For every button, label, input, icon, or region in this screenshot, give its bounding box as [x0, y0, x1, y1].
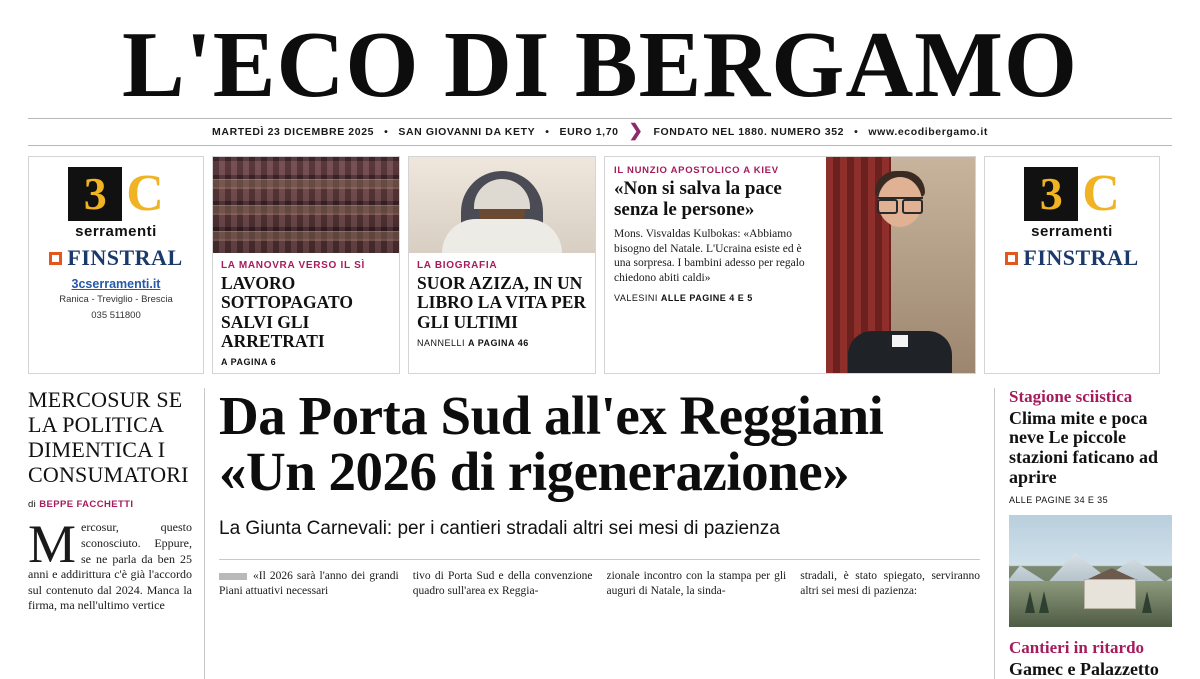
photo-clerical-collar-shape — [892, 335, 908, 347]
advertiser-cities: Ranica - Treviglio - Brescia — [59, 294, 173, 305]
teaser-card-biografia[interactable] — [408, 156, 596, 374]
lead-story — [219, 385, 994, 679]
teaser-body — [605, 157, 826, 373]
founded-note: FONDATO NEL 1880. NUMERO 352 — [653, 126, 845, 138]
teaser-kicker: IL NUNZIO APOSTOLICO A KIEV — [614, 165, 779, 176]
partner-logo-right — [991, 245, 1153, 271]
bullet-separator-3: • — [854, 126, 859, 138]
lead-body-column: «Il 2026 sarà l'anno dei grandi Piani attuativi necessari — [219, 569, 399, 597]
sidebar-item-kicker-cantieri: Cantieri in ritardo — [1009, 638, 1145, 658]
glasses-icon — [877, 197, 923, 208]
drop-cap: M — [28, 514, 77, 575]
teaser-headline[interactable]: LAVORO SOTTOPAGATO SALVI GLI ARRETRATI — [221, 273, 353, 351]
logo-digit: 3 — [68, 167, 122, 221]
teaser-byline: VALESINI — [614, 292, 658, 303]
sidebar-item-kicker-sci: Stagione sciistica — [1009, 387, 1133, 406]
cover-price: EURO 1,70 — [559, 126, 619, 138]
nun-portrait-photo — [409, 157, 595, 253]
lead-headline[interactable] — [219, 385, 980, 503]
square-mark-icon — [49, 252, 62, 265]
teaser-kicker: LA BIOGRAFIA — [417, 260, 498, 271]
lead-body-column: zionale incontro con la stampa per gli auguri di Natale, la sinda- — [606, 569, 787, 597]
bishop-portrait-photo — [826, 157, 975, 373]
partner-logo-left — [35, 245, 197, 271]
opinion-author: BEPPE FACCHETTI — [39, 499, 134, 511]
advertisement-right[interactable] — [984, 156, 1160, 374]
lead-subheadline: La Giunta Carnevali: per i cantieri stradali altri sei mesi di pazienza — [219, 518, 780, 540]
advertiser-phone: 035 511800 — [91, 309, 141, 321]
website-link[interactable]: www.ecodibergamo.it — [868, 126, 988, 138]
bullet-separator-2: • — [545, 126, 550, 138]
sidebar-item-headline-cantieri[interactable]: Gamec e Palazzetto — [1009, 658, 1159, 679]
square-mark-icon — [1005, 252, 1018, 265]
teaser-page-reference — [417, 338, 587, 348]
bullet-separator-1: • — [384, 126, 389, 138]
photo-bench-row — [213, 179, 399, 189]
teaser-page-reference — [614, 293, 817, 303]
teaser-page-reference — [221, 357, 391, 367]
teaser-byline: NANNELLI — [417, 337, 466, 348]
page-ref-text: ALLE PAGINE 4 E 5 — [660, 292, 753, 303]
partner-name: FINSTRAL — [67, 245, 183, 270]
page-title: L'ECO DI BERGAMO — [121, 13, 1079, 117]
advertiser-name: serramenti — [75, 223, 157, 240]
photo-bench-row — [213, 231, 399, 241]
lead-body-column: stradali, è stato spiegato, serviranno altri sei mesi di pazienza: — [800, 569, 980, 597]
teaser-body — [409, 253, 595, 373]
front-page-main — [0, 374, 1200, 679]
teaser-body — [213, 253, 399, 373]
lead-body-column: tivo di Porta Sud e della convenzione quadro sull'area ex Reggia- — [412, 569, 593, 597]
page-ref-text: A PAGINA 6 — [221, 357, 277, 367]
photo-shoulders-shape — [442, 219, 562, 253]
teaser-headline[interactable]: «Non si salva la pace senza le persone» — [614, 178, 782, 220]
teaser-headline[interactable]: SUOR AZIZA, IN UN LIBRO LA VITA PER GLI ULTIMI — [417, 273, 587, 332]
advertisement-left[interactable] — [28, 156, 204, 374]
parliament-chamber-photo — [213, 157, 399, 253]
photo-hut-shape — [1084, 579, 1136, 609]
photo-bench-row — [213, 205, 399, 215]
teaser-card-nunzio[interactable] — [604, 156, 976, 374]
right-sidebar — [994, 388, 1172, 679]
byline-prefix: di — [28, 499, 37, 511]
opinion-column — [28, 388, 204, 679]
sidebar-item-page-ref: ALLE PAGINE 34 E 35 — [1009, 495, 1108, 506]
logo-letter: C — [1082, 165, 1120, 222]
page-ref-text: A PAGINA 46 — [468, 337, 529, 348]
opinion-title[interactable]: MERCOSUR SE LA POLITICA DIMENTICA I CONSUMATORI — [28, 387, 189, 487]
issue-date: MARTEDÌ 23 DICEMBRE 2025 — [212, 126, 375, 138]
lead-headline-line-1: Da Porta Sud all'ex Reggiani — [219, 385, 884, 446]
teaser-kicker: LA MANOVRA VERSO IL SÌ — [221, 260, 365, 271]
top-teaser-strip — [0, 146, 1200, 374]
saint-of-the-day: SAN GIOVANNI DA KETY — [398, 126, 536, 138]
opinion-body — [28, 514, 192, 614]
advertiser-logo-right — [991, 167, 1153, 221]
masthead — [0, 0, 1200, 146]
opinion-paragraph: ercosur, questo sconosciuto. Eppure, se ne parla da ben 25 anni e addirittura c'è già l'accordo sul contenuto dal 2024. Manca la firma, ma nell'ultimo vertice — [28, 520, 192, 613]
mountain-hut-snow-photo — [1009, 515, 1172, 627]
sidebar-item-headline-sci[interactable]: Clima mite e poca neve Le piccole stazioni faticano ad aprire — [1009, 407, 1159, 487]
opinion-byline — [28, 499, 192, 510]
advertiser-name: serramenti — [1031, 223, 1113, 240]
lead-body-columns — [219, 559, 980, 599]
teaser-summary: Mons. Visvaldas Kulbokas: «Abbiamo bisogno del Natale. L'Ucraina esiste ed è una sorpresa. I bambini adesso per regalo chiedono abiti caldi» — [614, 228, 805, 285]
teaser-card-manovra[interactable] — [212, 156, 400, 374]
column-divider — [204, 388, 205, 679]
advertiser-website[interactable]: 3cserramenti.it — [71, 277, 161, 291]
logo-letter: C — [126, 165, 164, 222]
lead-headline-line-2: «Un 2026 di rigenerazione» — [219, 441, 850, 503]
logo-digit: 3 — [1024, 167, 1078, 221]
partner-name: FINSTRAL — [1023, 245, 1139, 270]
masthead-info-line: MARTEDÌ 23 DICEMBRE 2025 • SAN GIOVANNI DA KETY • EURO 1,70 ❯ FONDATO NEL 1880. NUMERO 352 • www.ecodibergamo.it — [212, 121, 988, 140]
advertiser-logo-left — [35, 167, 197, 221]
